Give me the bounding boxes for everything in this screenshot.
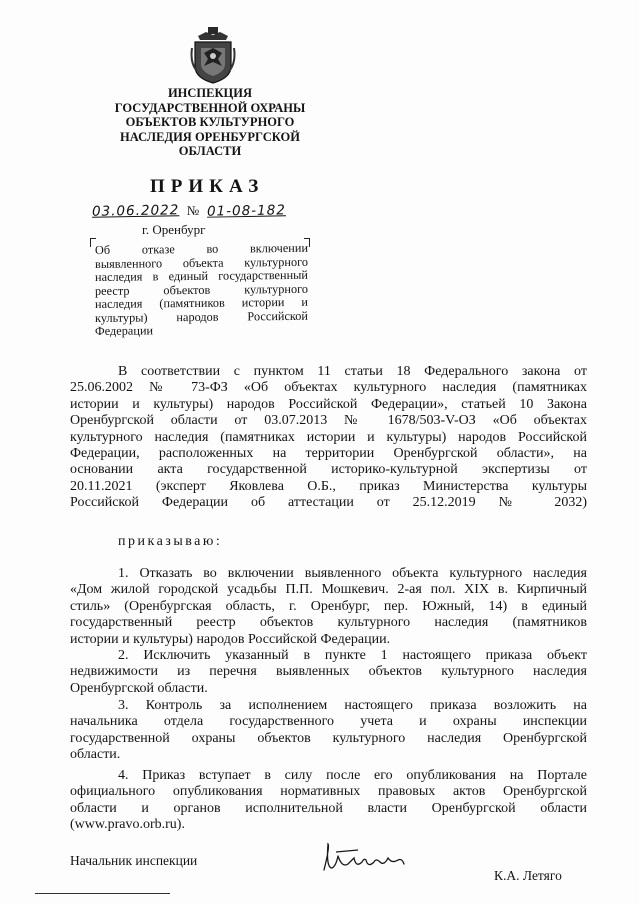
subject-line: выявленного объекта культурного xyxy=(94,254,309,271)
preamble-line: истории и культуры) народов Российской Федерации», статьей 10 Закона xyxy=(70,396,587,412)
preamble-line: культурного наследия (памятниках истории и культуры) народов Российской xyxy=(70,429,587,445)
order-item-line: 2. Исключить указанный в пункте 1 настоящего приказа объект xyxy=(118,648,587,663)
order-item-line: 1. Отказать во включении выявленного объекта культурного наследия xyxy=(118,566,587,581)
agency-name-line: ОБЪЕКТОВ КУЛЬТУРНОГО xyxy=(125,115,295,129)
subject-line: реестр объектов культурного xyxy=(94,281,309,298)
order-item-line: области и органов исполнительной власти Оренбургской области xyxy=(70,800,587,816)
order-item-4 xyxy=(70,768,587,834)
preamble-paragraph xyxy=(70,364,587,512)
footer-rule xyxy=(35,893,170,894)
agency-name-line: ГОСУДАРСТВЕННОЙ ОХРАНЫ xyxy=(114,100,306,115)
order-item-line: стиль» (Оренбургская область, г. Оренбург, пер. Южный, 14) в единый xyxy=(70,598,587,614)
signatory-name: К.А. Летяго xyxy=(494,868,562,883)
order-item-line: Оренбургской области. xyxy=(70,680,208,696)
order-item-1 xyxy=(70,566,587,648)
order-item-line: государственной охраны объектов культурного наследия Оренбургской xyxy=(70,730,587,746)
handwritten-number: 01-08-182 xyxy=(206,202,286,220)
preamble-line: 20.11.2021 (эксперт Яковлева О.Б., приказ Министерства культуры xyxy=(70,478,587,494)
order-item-line: области. xyxy=(70,747,121,763)
order-item-3 xyxy=(70,698,587,764)
document-type-title: ПРИКАЗ xyxy=(150,176,265,197)
order-item-line: государственный реестр объектов культурного наследия (памятников xyxy=(70,615,587,631)
order-word: приказываю: xyxy=(118,534,223,549)
order-item-line: официального опубликования нормативных правовых актов Оренбургской xyxy=(70,784,587,800)
subject-line: культуры) народов Российской xyxy=(94,308,309,325)
number-label: № xyxy=(186,203,200,218)
order-item-line: «Дом жилой городской усадьбы П.П. Мошкевич. 2-ая пол. XIX в. Кирпичный xyxy=(70,582,587,598)
order-item-line: 4. Приказ вступает в силу после его опубликования на Портале xyxy=(118,768,587,783)
order-item-2 xyxy=(70,648,587,697)
signatory-position: Начальник инспекции xyxy=(70,853,198,868)
subject-line: Федерации xyxy=(94,323,154,338)
agency-name-line: ИНСПЕКЦИЯ xyxy=(167,86,253,100)
subject-line: наследия (памятников истории и xyxy=(94,294,309,311)
handwritten-date: 03.06.2022 xyxy=(91,202,180,220)
city-label: г. Оренбург xyxy=(142,222,206,237)
preamble-line: Федерации, расположенных на территории Оренбургской области», на xyxy=(70,446,587,462)
order-item-line: истории и культуры) народов Российской Федерации. xyxy=(70,631,391,647)
preamble-line: Российской Федерации об аттестации от 25.12.2019 № 2032) xyxy=(70,495,587,511)
preamble-line: Оренбургской области от 03.07.2013 № 1678/503-V-ОЗ «Об объектах xyxy=(70,413,587,429)
order-item-line: недвижимости из перечня выявленных объектов культурного наследия xyxy=(70,664,587,680)
handwritten-signature xyxy=(318,838,408,878)
subject-line: Об отказе во включении xyxy=(94,240,309,257)
order-item-line: (www.pravo.orb.ru). xyxy=(70,817,185,833)
agency-name-line: НАСЛЕДИЯ ОРЕНБУРГСКОЙ xyxy=(119,129,301,144)
preamble-line: основании акта государственной историко-культурной экспертизы от xyxy=(70,462,587,478)
date-number-line xyxy=(92,203,286,220)
order-item-line: 3. Контроль за исполнением настоящего приказа возложить на xyxy=(118,698,587,713)
preamble-line: В соответствии с пунктом 11 статьи 18 Федерального закона от xyxy=(118,364,587,379)
preamble-line: 25.06.2002 № 73-ФЗ «Об объектах культурного наследия (памятниках xyxy=(70,380,587,396)
order-item-line: начальника отдела государственного учета и охраны инспекции xyxy=(70,714,587,730)
agency-name xyxy=(95,86,325,159)
subject-line: наследия в единый государственный xyxy=(94,267,309,284)
subject-block xyxy=(94,240,309,339)
coat-of-arms-emblem xyxy=(190,26,236,84)
agency-name-line: ОБЛАСТИ xyxy=(178,144,242,158)
